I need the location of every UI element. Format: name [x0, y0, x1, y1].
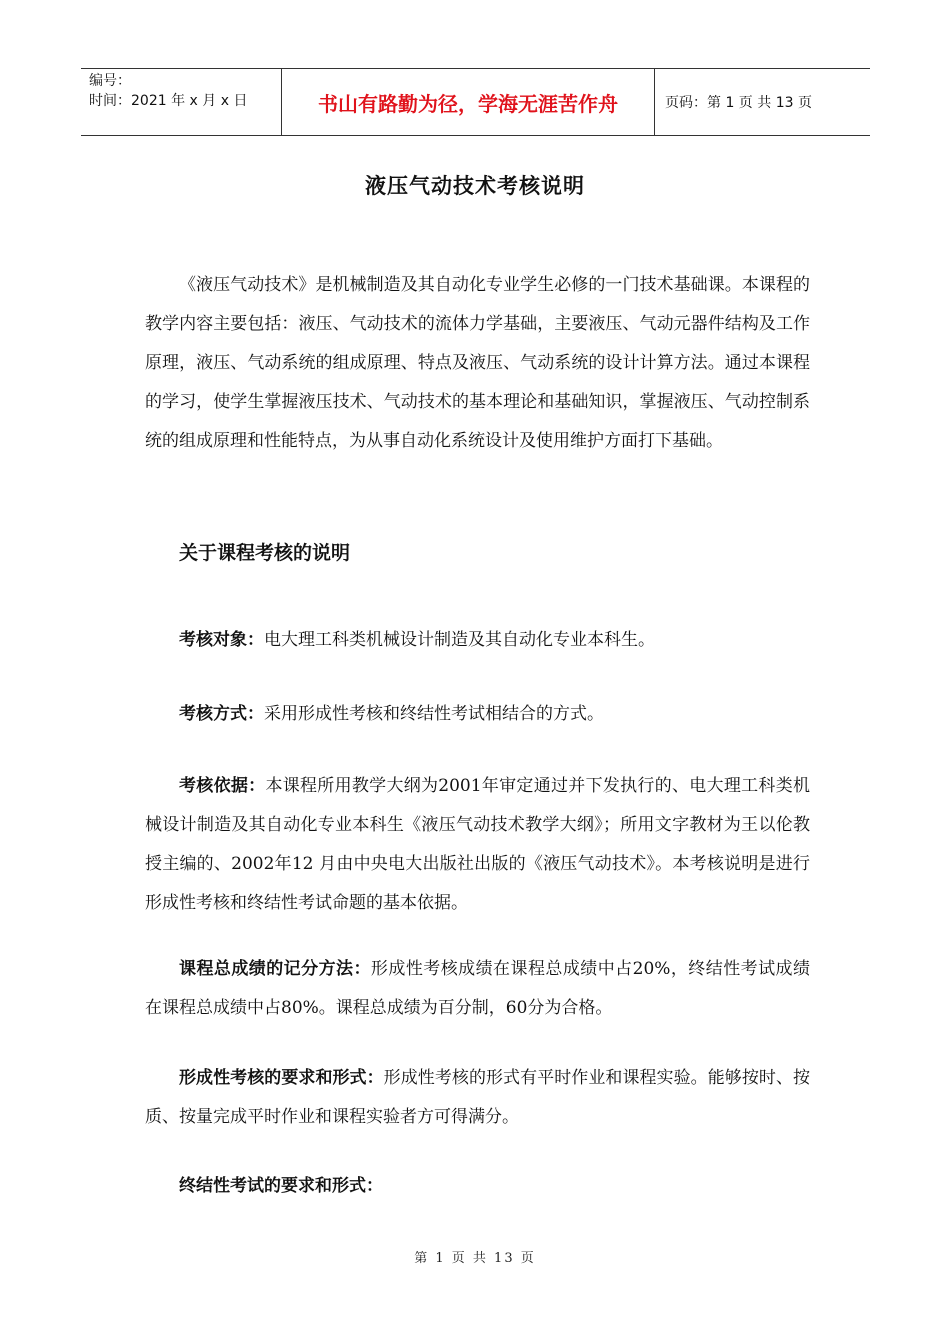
page-header — [81, 68, 870, 136]
document-date: 时间：2021 年 x 月 x 日 — [89, 93, 248, 109]
page-footer: 第 1 页 共 13 页 — [414, 1251, 536, 1266]
formative-assessment-label: 形成性考核的要求和形式： — [179, 1068, 384, 1088]
header-page-info: 页码：第 1 页 共 13 页 — [665, 95, 812, 111]
assessment-basis-label: 考核依据： — [179, 776, 266, 796]
intro-paragraph: 《液压气动技术》是机械制造及其自动化专业学生必修的一门技术基础课。本课程的教学内容主要包括：液压、气动技术的流体力学基础，主要液压、气动元器件结构及工作原理，液压、气动系统的组成原理、特点及液压、气动系统的设计计算方法。通过本课程的学习，使学生掌握液压技术、气动技术的基本理论和基础知识，掌握液压、气动控制系统的组成原理和性能特点，为从事自动化系统设计及使用维护方面打下基础。 — [145, 275, 810, 451]
assessment-basis-text: 本课程所用教学大纲为2001年审定通过并下发执行的、电大理工科类机械设计制造及其自动化专业本科生《液压气动技术教学大纲》；所用文字教材为王以伦教授主编的、2002年12 月由中央电大出版社出版的《液压气动技术》。本考核说明是进行形成性考核和终结性考试命题的基本依据。 — [145, 776, 811, 913]
header-meta — [81, 69, 281, 135]
assessment-target-label: 考核对象： — [179, 630, 264, 650]
final-exam-label: 终结性考试的要求和形式： — [179, 1176, 383, 1196]
assessment-method-text: 采用形成性考核和终结性考试相结合的方式。 — [264, 704, 604, 724]
assessment-method-paragraph — [145, 695, 810, 734]
document-title: 液压气动技术考核说明 — [365, 174, 585, 198]
document-number-label: 编号： — [89, 73, 131, 89]
assessment-basis-paragraph — [145, 767, 810, 923]
assessment-target-paragraph — [145, 621, 810, 660]
section-heading: 关于课程考核的说明 — [179, 542, 351, 564]
final-exam-paragraph — [145, 1167, 810, 1206]
assessment-method-label: 考核方式： — [179, 704, 264, 724]
grading-method-text: 形成性考核成绩在课程总成绩中占20%，终结性考试成绩在课程总成绩中占80%。课程总成绩为百分制，60分为合格。 — [145, 959, 810, 1018]
grading-method-label: 课程总成绩的记分方法： — [179, 959, 371, 979]
formative-assessment-paragraph — [145, 1059, 810, 1137]
grading-method-paragraph — [145, 950, 810, 1028]
header-motto: 书山有路勤为径，学海无涯苦作舟 — [281, 69, 655, 135]
formative-assessment-text: 形成性考核的形式有平时作业和课程实验。能够按时、按质、按量完成平时作业和课程实验者方可得满分。 — [145, 1068, 811, 1127]
assessment-target-text: 电大理工科类机械设计制造及其自动化专业本科生。 — [264, 630, 655, 650]
